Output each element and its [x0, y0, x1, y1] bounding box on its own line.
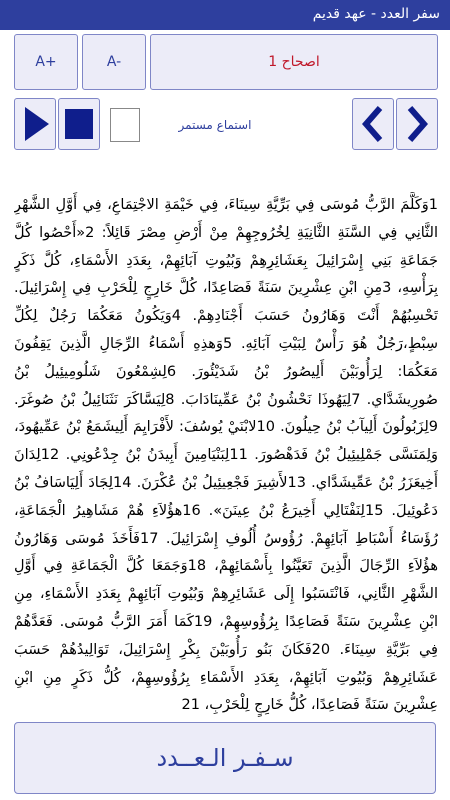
chapter-selector[interactable] — [150, 34, 438, 90]
continuous-listen-label: استماع مستمر — [178, 118, 252, 132]
window-title: سفر العدد - عهد قديم — [312, 6, 440, 22]
play-icon — [15, 99, 55, 149]
chapter-label: اصحاح 1 — [268, 54, 320, 70]
next-chapter-button[interactable] — [396, 98, 438, 150]
chapter-text: 1وَكَلَّمَ الرَّبُّ مُوسَى فِي بَرِّيَّةِ سِينَاءَ، فِي خَيْمَةِ الاجْتِمَاعِ، فِي أَوَّلِ الشَّهْرِ الثَّانِي فِي السَّنَةِ الثَّانِيَةِ لِخُرُوجِهِمْ مِنْ أَرْضِ مِصْرَ قَائِلاً: 2«أَحْصُوا كُلَّ جَمَاعَةِ بَنِي إِسْرَائِيلَ بِعَشَائِرِهِمْ وَبُيُوتِ آبَائِهِمْ، بِعَدَدِ الأَسْمَاءِ، كُلَّ ذَكَرٍ بِرَأْسِهِ، 3مِنِ ابْنِ عِشْرِينَ سَنَةً فَصَاعِدًا، كُلَّ خَارِجٍ لِلْحَرْبِ فِي إِسْرَائِيلَ. تَحْسِبُهُمْ أَنْتَ وَهَارُونُ حَسَبَ أَجْنَادِهِمْ. 4وَيَكُونُ مَعَكُمَا رَجُلٌ لِكُلِّ سِبْطٍ،رَجُلٌ هُوَ رَأْسٌ لِبَيْتِ آبَائِهِ. 5وَهذِهِ أَسْمَاءُ الرِّجَالِ الَّذِينَ يَقِفُونَ مَعَكُمَا: لِرَأُوبَيْنَ أَلِيصُورُ بْنُ شَدَيْئُورَ. 6لِشِمْعُونَ شَلُومِيئِيلُ بْنُ صُورِيشَدَّاي. 7لِيَهُوذَا نَحْشُونُ بْنُ عَمِّينَادَابَ. 8لِيَسَّاكَرَ نَثَنَائِيلُ بْنُ صُوغَرَ. 9لِزَبُولُونَ أَلِيآبُ بْنُ حِيلُونَ. 10لابْنَيْ يُوسُفَ: لأَفْرَايِمَ أَلِيشَمَعُ بْنُ عَمِّيهُودَ، وَلِمَنَسَّى جَمْلِيئِيلُ بْنُ فَدَهْصُورَ. 11لِبَنْيَامِينَ أَبِيدَنُ بْنُ جِدْعُونِي. 12لِدَانَ أَخِيعَزَرُ بْنُ عَمِّيشَدَّاي. 13لأَشِيرَ فَجْعِيئِيلُ بْنُ عُكْرَنَ. 14لِجَادَ أَلِيَاسَافُ بْنُ دَعُوئِيلَ. 15لِنَفْتَالِي أَخِيرَعُ بْنُ عِينَنَ». 16هؤُلاَءِ هُمْ مَشَاهِيرُ الْجَمَاعَةِ، رُؤَسَاءُ أَسْبَاطِ آبَائِهِمْ. رُؤُوسُ أُلُوفِ إِسْرَائِيلَ. 17فَأَخَذَ مُوسَى وَهَارُونُ هؤُلاَءِ الرِّجَالَ الَّذِينَ تَعَيَّنُوا بِأَسْمَائِهِمْ، 18وَجَمَعَا كُلَّ الْجَمَاعَةِ فِي أَوَّلِ الشَّهْرِ الثَّانِي، فَانْتَسَبُوا إِلَى عَشَائِرِهِمْ وَبُيُوتِ آبَائِهِمْ بِعَدَدِ الأَسْمَاءِ، مِنِ ابْنِ عِشْرِينَ سَنَةً فَصَاعِدًا بِرُؤُوسِهِمْ، 19كَمَا أَمَرَ الرَّبُّ مُوسَى. فَعَدَّهُمْ فِي بَرِّيَّةِ سِينَاءَ. 20فَكَانَ بَنُو رَأُوبَيْنَ بِكْرِ إِسْرَائِيلَ، تَوَالِيدُهُمْ حَسَبَ عَشَائِرِهِمْ وَبُيُوتِ آبَائِهِمْ، بِعَدَدِ الأَسْمَاءِ بِرُؤُوسِهِمْ، كُلُّ ذَكَرٍ مِنِ ابْنِ عِشْرِينَ سَنَةً فَصَاعِدًا، كُلُّ خَارِجٍ لِلْحَرْبِ، 21 — [14, 197, 438, 714]
play-button[interactable] — [14, 98, 56, 150]
chevron-left-icon — [353, 99, 393, 149]
font-increase-label: A+ — [35, 54, 57, 70]
font-decrease-label: A- — [106, 54, 122, 70]
title-bar — [0, 0, 450, 30]
book-name-button[interactable] — [14, 722, 436, 794]
continuous-listen-checkbox[interactable] — [110, 108, 140, 142]
stop-button[interactable] — [58, 98, 100, 150]
font-decrease-button[interactable] — [82, 34, 146, 90]
stop-icon — [59, 99, 99, 149]
font-increase-button[interactable] — [14, 34, 78, 90]
book-name-label: سـفـر الـعــدد — [156, 744, 294, 772]
chevron-right-icon — [397, 99, 437, 149]
previous-chapter-button[interactable] — [352, 98, 394, 150]
